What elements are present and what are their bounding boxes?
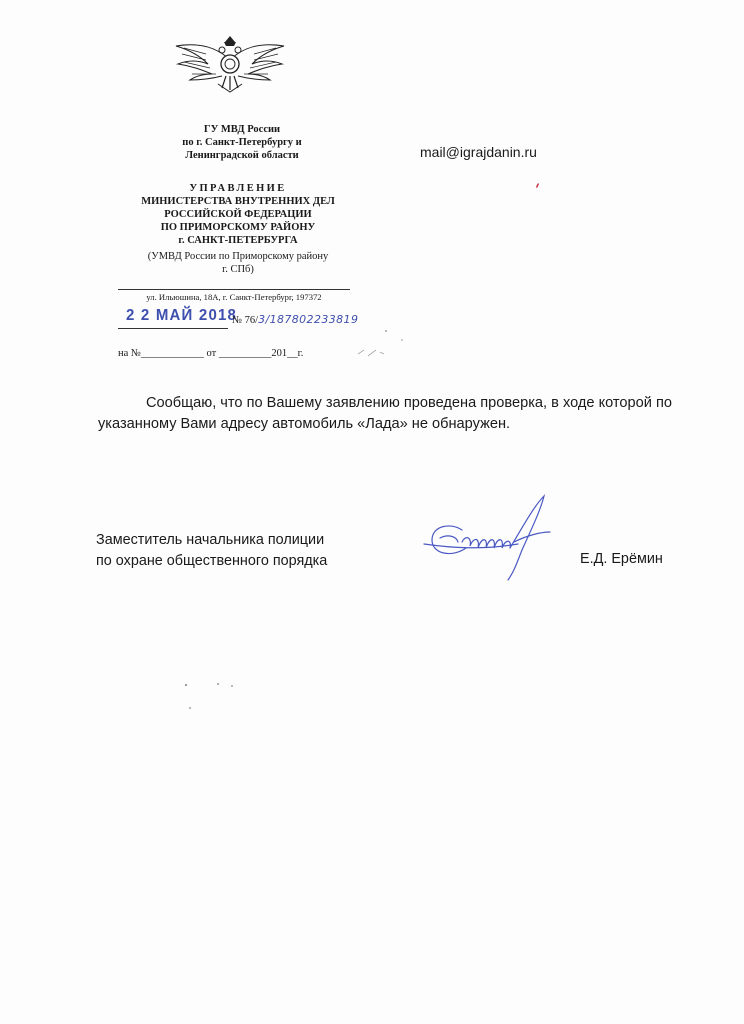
date-underline (118, 328, 228, 329)
parent-organization (112, 123, 372, 162)
department-line: МИНИСТЕРСТВА ВНУТРЕННИХ ДЕЛ (141, 196, 335, 207)
department-address: ул. Ильюшина, 18А, г. Санкт-Петербург, 197372 (146, 292, 322, 302)
department-abbreviation (104, 250, 372, 276)
reference-line: на №____________ от __________201__г. (118, 348, 304, 359)
department-line: РОССИЙСКОЙ ФЕДЕРАЦИИ (164, 209, 312, 220)
outgoing-number-prefix: № 76/ (232, 315, 259, 326)
signatory-title-line: по охране общественного порядка (96, 553, 328, 569)
handwritten-signature (422, 492, 572, 582)
outgoing-number-handwritten: 3/187802233819 (258, 313, 359, 326)
parent-org-line: по г. Санкт-Петербургу и (182, 137, 302, 148)
parent-org-line: ГУ МВД России (203, 124, 281, 135)
recipient-email: mail@igrajdanin.ru (420, 144, 537, 160)
signatory-name: Е.Д. Ерёмин (580, 551, 663, 567)
outgoing-number (232, 313, 358, 326)
department-line: ПО ПРИМОРСКОМУ РАЙОНУ (160, 222, 316, 233)
abbr-line: (УМВД России по Приморскому району (147, 251, 329, 262)
signatory-title-line: Заместитель начальника полиции (96, 532, 325, 548)
parent-org-line: Ленинградской области (185, 150, 299, 161)
department-name (102, 182, 374, 247)
letter-body: Сообщаю, что по Вашему заявлению проведена проверка, в ходе которой по указанному Вами адресу автомобиль «Лада» не обнаружен. (98, 395, 673, 432)
address-divider (118, 289, 350, 290)
abbr-line: г. СПб) (222, 264, 254, 275)
department-line: г. САНКТ-ПЕТЕРБУРГА (178, 235, 298, 246)
department-heading: УПРАВЛЕНИЕ (189, 183, 287, 194)
mvd-eagle-emblem-icon (170, 30, 290, 94)
stamp-date: 2 2 МАЙ 2018 (126, 306, 238, 325)
signatory-title (96, 530, 327, 572)
